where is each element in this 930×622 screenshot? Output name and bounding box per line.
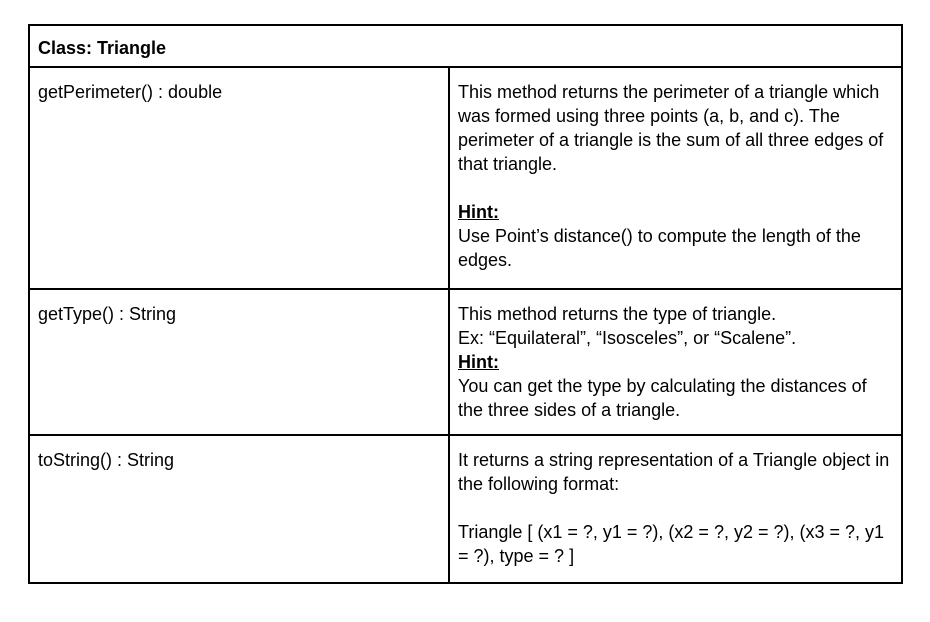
table-header-row — [29, 25, 902, 67]
method-signature: toString() : String — [29, 435, 449, 583]
method-description: This method returns the perimeter of a triangle which was formed using three points (a, b, and c). The perimeter of a triangle is the sum of all three edges of that triangle. — [458, 82, 884, 174]
class-spec-table — [28, 24, 903, 584]
hint-text: Use Point’s distance() to compute the length of the edges. — [458, 226, 861, 270]
hint-text: You can get the type by calculating the distances of the three sides of a triangle. — [458, 376, 867, 420]
method-signature: getPerimeter() : double — [29, 67, 449, 289]
method-description-cell — [449, 289, 902, 435]
table-row — [29, 435, 902, 583]
hint-label: Hint: — [458, 352, 499, 372]
method-signature: getType() : String — [29, 289, 449, 435]
method-example: Ex: “Equilateral”, “Isosceles”, or “Scalene”. — [458, 328, 797, 348]
method-description: It returns a string representation of a Triangle object in the following format: — [458, 450, 890, 494]
class-title: Class: Triangle — [29, 25, 902, 67]
table-row — [29, 289, 902, 435]
table-row — [29, 67, 902, 289]
method-description-cell — [449, 435, 902, 583]
method-description-cell — [449, 67, 902, 289]
hint-label: Hint: — [458, 202, 499, 222]
method-description: This method returns the type of triangle. — [458, 304, 777, 324]
output-format: Triangle [ (x1 = ?, y1 = ?), (x2 = ?, y2 = ?), (x3 = ?, y1 = ?), type = ? ] — [458, 522, 885, 566]
